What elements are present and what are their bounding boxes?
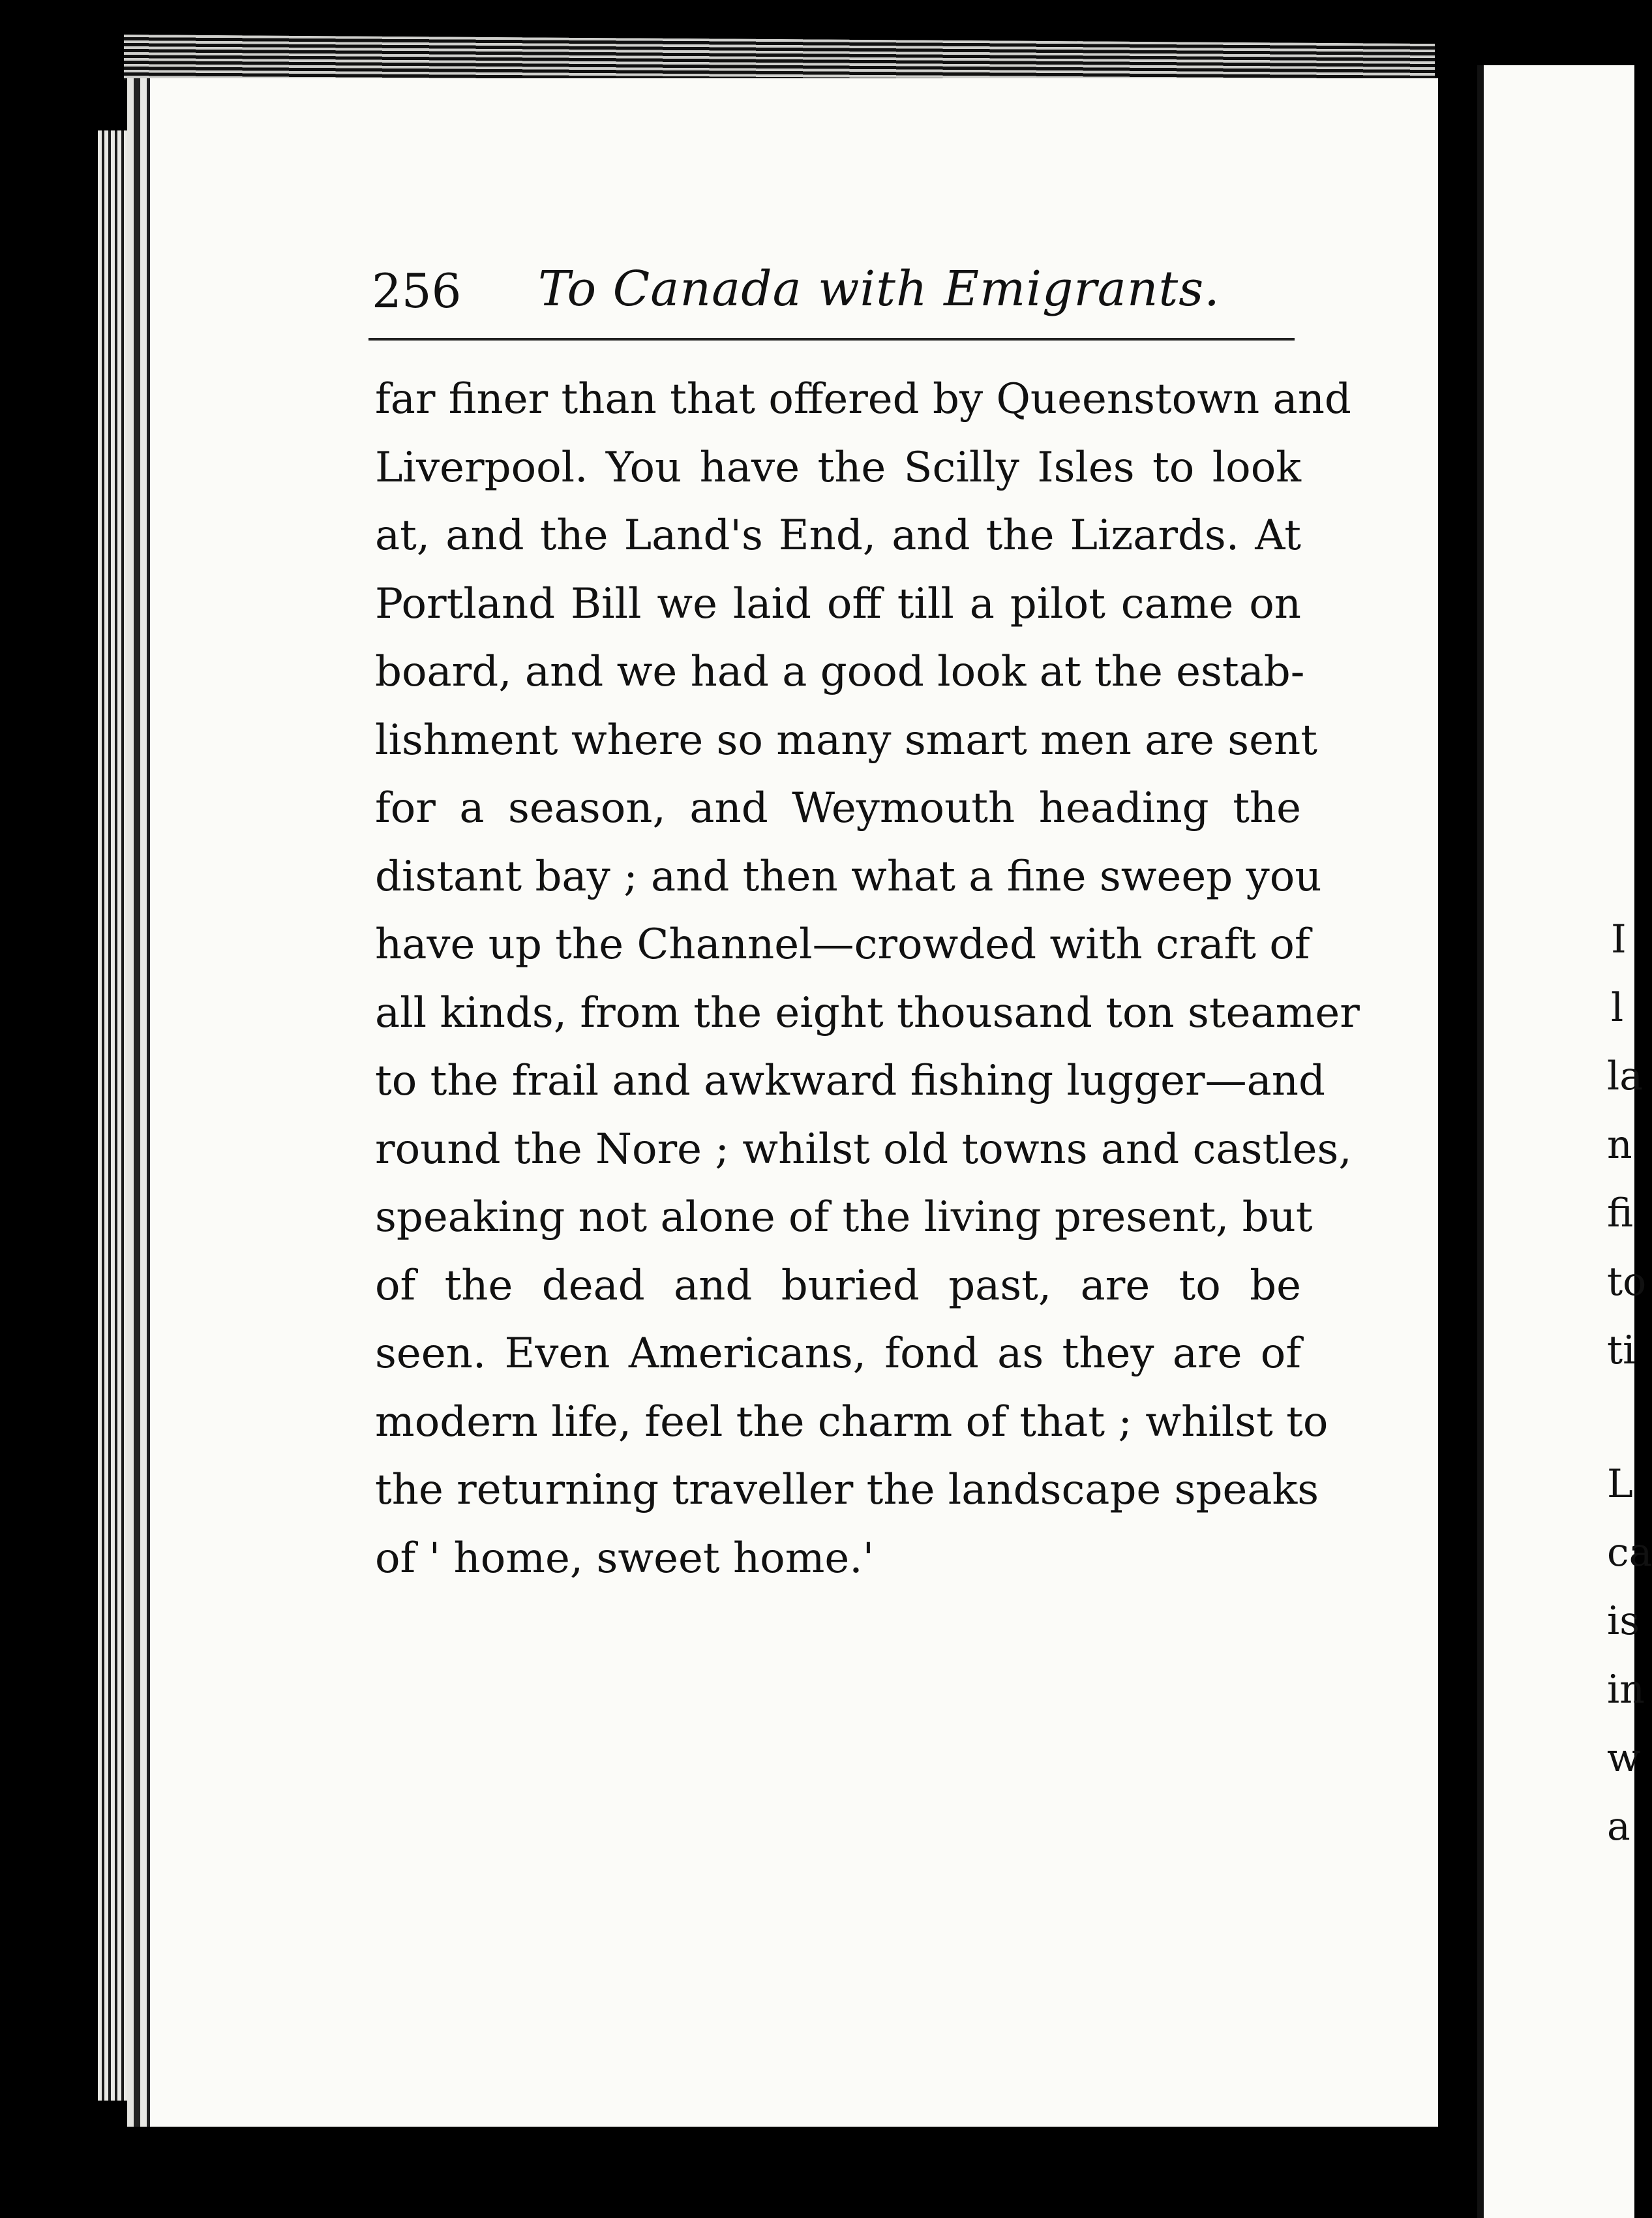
header-rule xyxy=(368,338,1295,341)
fragment: I xyxy=(1611,917,1627,962)
page-edges-left xyxy=(98,130,137,2101)
text-line: far finer than that offered by Queenstown and xyxy=(375,375,1351,423)
text-line: speaking not alone of the living present, but xyxy=(375,1193,1313,1241)
text-line: for a season, and Weymouth heading the xyxy=(375,784,1301,832)
text-line: at, and the Land's End, and the Lizards. At xyxy=(375,511,1301,560)
text-line: to the frail and awkward fishing lugger—and xyxy=(375,1057,1325,1105)
fragment: l xyxy=(1611,985,1624,1031)
fragment: a xyxy=(1607,1804,1630,1849)
page-header xyxy=(372,254,1298,333)
text-line-last: of ' home, sweet home.' xyxy=(375,1534,875,1583)
fragment: is xyxy=(1607,1598,1640,1644)
fragment: ca xyxy=(1607,1530,1652,1575)
text-line: the returning traveller the landscape speaks xyxy=(375,1466,1319,1514)
fragment: fi xyxy=(1607,1191,1634,1236)
fragment: L xyxy=(1607,1461,1633,1507)
fragment: la xyxy=(1607,1054,1643,1099)
text-line: Portland Bill we laid off till a pilot came on xyxy=(375,579,1301,628)
fragment: to xyxy=(1607,1259,1647,1305)
text-line: of the dead and buried past, are to be xyxy=(375,1261,1301,1310)
text-line: distant bay ; and then what a fine sweep you xyxy=(375,852,1322,901)
fragment: ti xyxy=(1607,1328,1636,1373)
running-title: To Canada with Emigrants. xyxy=(538,261,1220,317)
fragment: n xyxy=(1607,1122,1632,1168)
body-text xyxy=(375,365,1360,1592)
text-line: have up the Channel—crowded with craft of xyxy=(375,920,1310,969)
fragment: in xyxy=(1607,1667,1645,1712)
text-line: board, and we had a good look at the estab- xyxy=(375,648,1305,696)
text-line: round the Nore ; whilst old towns and castles, xyxy=(375,1125,1352,1174)
page-number: 256 xyxy=(372,264,462,318)
text-line: lishment where so many smart men are sent xyxy=(375,716,1317,765)
text-line: all kinds, from the eight thousand ton steamer xyxy=(375,988,1360,1037)
text-line: modern life, feel the charm of that ; whilst to xyxy=(375,1397,1329,1446)
fragment: w xyxy=(1607,1735,1641,1781)
text-line: Liverpool. You have the Scilly Isles to look xyxy=(375,443,1301,492)
text-line: seen. Even Americans, fond as they are of xyxy=(375,1329,1301,1378)
